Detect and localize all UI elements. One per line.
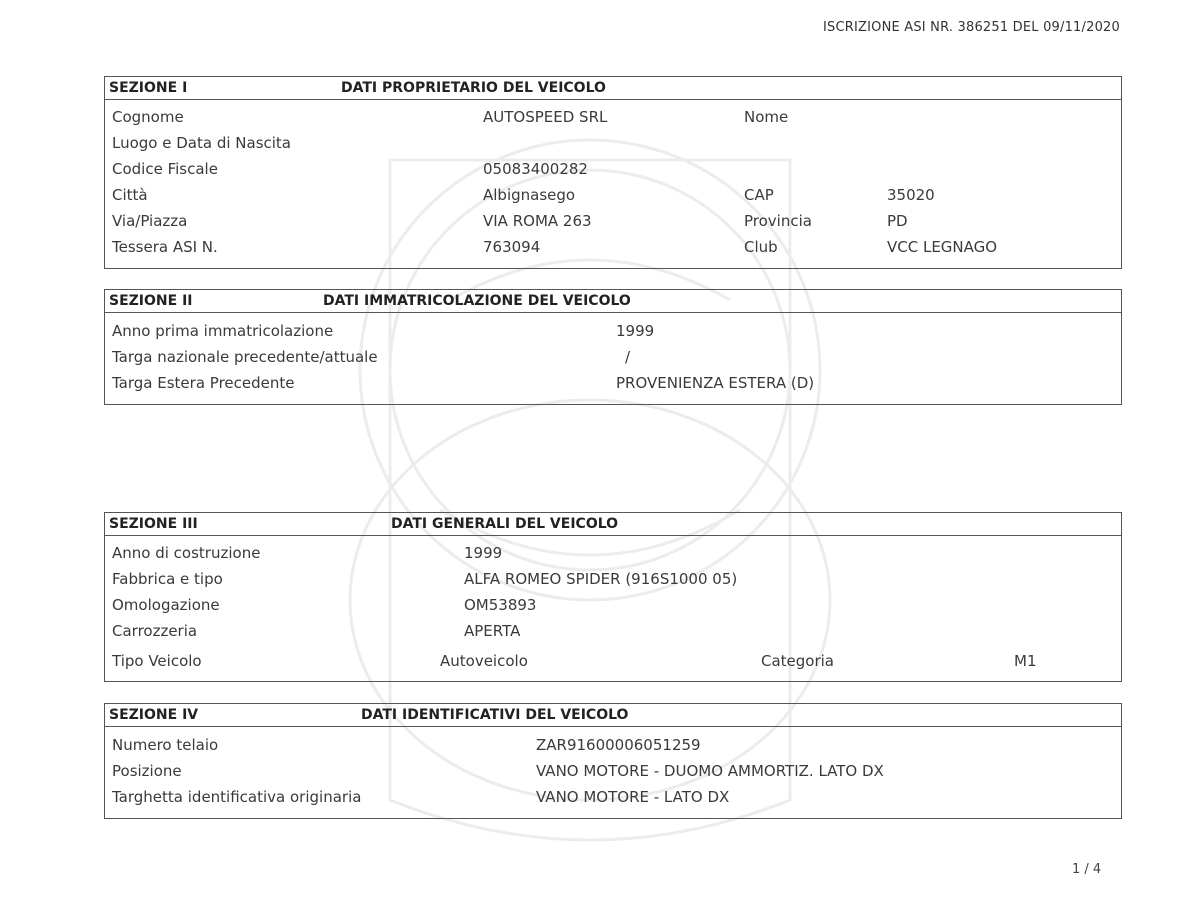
field-value: VANO MOTORE - DUOMO AMMORTIZ. LATO DX (536, 762, 884, 780)
field-label: Codice Fiscale (112, 160, 218, 178)
field-value: 1999 (616, 322, 655, 340)
registration-number: ISCRIZIONE ASI NR. 386251 DEL 09/11/2020 (822, 20, 1120, 35)
field-row (105, 734, 1121, 758)
section-title: DATI IDENTIFICATIVI DEL VEICOLO (361, 707, 629, 723)
field-value: / (625, 348, 631, 366)
section-owner (104, 76, 1122, 269)
field-row (105, 158, 1121, 182)
field-value: ZAR91600006051259 (536, 736, 701, 754)
field-value: VANO MOTORE - LATO DX (536, 788, 730, 806)
field-row (105, 346, 1121, 370)
field-row (105, 106, 1121, 130)
field-label: Targa Estera Precedente (112, 374, 295, 392)
field-label: Cognome (112, 108, 184, 126)
section-id: SEZIONE IV (109, 707, 199, 723)
section-header (105, 290, 1121, 313)
field-label: Fabbrica e tipo (112, 570, 223, 588)
field-row (105, 620, 1121, 644)
field-label: Targhetta identificativa originaria (112, 788, 362, 806)
field-value: 35020 (887, 186, 935, 204)
section-title: DATI GENERALI DEL VEICOLO (391, 516, 619, 532)
field-value: ALFA ROMEO SPIDER (916S1000 05) (464, 570, 738, 588)
field-value: AUTOSPEED SRL (483, 108, 608, 126)
field-value: OM53893 (464, 596, 537, 614)
field-value: 05083400282 (483, 160, 588, 178)
field-row (105, 650, 1121, 674)
field-row (105, 594, 1121, 618)
section-header (105, 77, 1121, 100)
field-label: Posizione (112, 762, 182, 780)
field-row (105, 236, 1121, 260)
section-registration (104, 289, 1122, 405)
field-row (105, 786, 1121, 810)
field-label: Numero telaio (112, 736, 219, 754)
field-label: CAP (744, 186, 774, 204)
field-value: VCC LEGNAGO (887, 238, 998, 256)
section-header (105, 513, 1121, 536)
field-value: PROVENIENZA ESTERA (D) (616, 374, 815, 392)
field-label: Categoria (761, 652, 835, 670)
field-label: Tessera ASI N. (112, 238, 218, 256)
field-label: Club (744, 238, 778, 256)
field-label: Anno prima immatricolazione (112, 322, 334, 340)
field-label: Nome (744, 108, 789, 126)
field-value: PD (887, 212, 908, 230)
field-value: 1999 (464, 544, 503, 562)
field-value: M1 (1014, 652, 1037, 670)
field-label: Città (112, 186, 148, 204)
field-value: APERTA (464, 622, 521, 640)
section-id: SEZIONE I (109, 80, 188, 96)
field-value: Albignasego (483, 186, 576, 204)
field-label: Carrozzeria (112, 622, 198, 640)
field-label: Anno di costruzione (112, 544, 261, 562)
field-row (105, 372, 1121, 396)
field-row (105, 184, 1121, 208)
field-label: Via/Piazza (112, 212, 188, 230)
field-label: Tipo Veicolo (112, 652, 202, 670)
field-value: VIA ROMA 263 (483, 212, 592, 230)
page-number: 1 / 4 (1072, 862, 1102, 877)
field-label: Provincia (744, 212, 812, 230)
field-value: 763094 (483, 238, 541, 256)
field-row (105, 132, 1121, 156)
field-label: Luogo e Data di Nascita (112, 134, 291, 152)
field-row (105, 568, 1121, 592)
section-id: SEZIONE II (109, 293, 193, 309)
section-id: SEZIONE III (109, 516, 198, 532)
section-identification (104, 703, 1122, 819)
section-header (105, 704, 1121, 727)
field-row (105, 210, 1121, 234)
section-title: DATI IMMATRICOLAZIONE DEL VEICOLO (323, 293, 631, 309)
field-row (105, 542, 1121, 566)
field-row (105, 320, 1121, 344)
section-title: DATI PROPRIETARIO DEL VEICOLO (341, 80, 606, 96)
field-row (105, 760, 1121, 784)
field-value: Autoveicolo (440, 652, 528, 670)
field-label: Targa nazionale precedente/attuale (112, 348, 378, 366)
field-label: Omologazione (112, 596, 220, 614)
section-general (104, 512, 1122, 682)
